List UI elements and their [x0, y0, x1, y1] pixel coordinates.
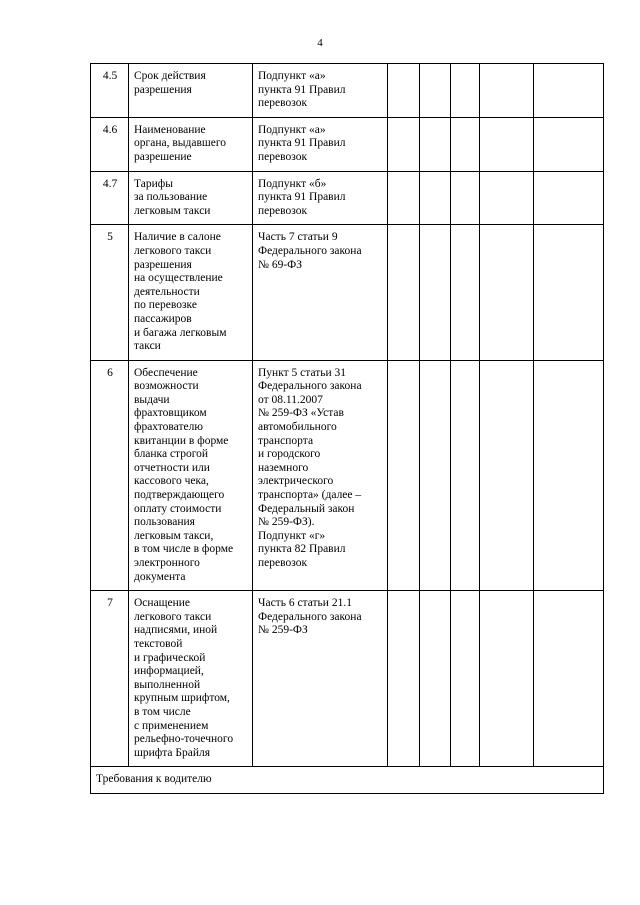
requirement-cell-line: текстовой: [134, 637, 183, 650]
requirement-cell-line: выдачи: [134, 393, 170, 406]
requirement-cell-line: за пользование: [134, 191, 208, 204]
legal-basis-cell-line: пункта 82 Правил: [258, 543, 346, 556]
table-row: [91, 225, 604, 360]
empty-cell: [480, 117, 534, 171]
legal-basis-cell-line: автомобильного: [258, 421, 337, 434]
empty-cell: [480, 64, 534, 118]
row-number: 7: [91, 591, 129, 767]
requirement-cell-line: легкового такси: [134, 244, 212, 257]
row-number: 4.5: [91, 64, 129, 118]
requirement-cell-line: легкового такси: [134, 610, 212, 623]
requirement-cell-line: бланка строгой: [134, 448, 209, 461]
requirement-cell-line: пользования: [134, 516, 195, 529]
legal-basis-cell-line: Подпункт «а»: [258, 123, 326, 136]
empty-cell: [534, 171, 604, 225]
requirement-cell-line: крупным шрифтом,: [134, 692, 230, 705]
requirement-cell-line: такси: [134, 340, 161, 353]
requirement-cell-line: оплату стоимости: [134, 502, 222, 515]
requirement-cell-line: выполненной: [134, 678, 201, 691]
requirement-cell-line: с применением: [134, 719, 209, 732]
requirement-cell-line: органа, выдавшего: [134, 137, 227, 150]
empty-cell: [388, 360, 420, 591]
legal-basis-cell-line: Федерального закона: [258, 380, 362, 393]
legal-basis-cell-line: от 08.11.2007: [258, 393, 323, 406]
row-number: 6: [91, 360, 129, 591]
requirement-cell-line: электронного: [134, 557, 200, 569]
legal-basis-cell: [253, 360, 388, 591]
requirement-cell-line: легковым такси,: [134, 529, 214, 542]
empty-cell: [480, 225, 534, 360]
legal-basis-cell-line: Федерального закона: [258, 244, 362, 257]
empty-cell: [388, 117, 420, 171]
table-row: [91, 591, 604, 767]
legal-basis-cell-line: Пункт 5 статьи 31: [258, 366, 347, 379]
requirement-cell-line: легковым такси: [134, 204, 211, 217]
legal-basis-cell-line: перевозок: [258, 204, 308, 217]
requirement-cell-line: и графической: [134, 651, 206, 664]
empty-cell: [534, 225, 604, 360]
empty-cell: [388, 225, 420, 360]
requirement-cell-line: разрешения: [134, 258, 192, 271]
empty-cell: [451, 360, 480, 591]
legal-basis-cell-line: пункта 91 Правил: [258, 191, 346, 204]
table-row: [91, 171, 604, 225]
empty-cell: [451, 591, 480, 767]
legal-basis-cell-line: и городского: [258, 448, 321, 461]
requirement-cell-line: в том числе в форме: [134, 543, 234, 556]
empty-cell: [534, 117, 604, 171]
legal-basis-cell-line: перевозок: [258, 557, 308, 569]
row-number: 4.6: [91, 117, 129, 171]
empty-cell: [420, 171, 451, 225]
empty-cell: [388, 64, 420, 118]
empty-cell: [388, 171, 420, 225]
empty-cell: [480, 171, 534, 225]
empty-cell: [534, 360, 604, 591]
requirement-cell-line: подтверждающего: [134, 489, 225, 502]
legal-basis-cell-line: № 259-ФЗ: [258, 624, 308, 637]
empty-cell: [480, 591, 534, 767]
requirement-cell: [129, 591, 253, 767]
empty-cell: [420, 64, 451, 118]
empty-cell: [420, 225, 451, 360]
requirement-cell-line: разрешения: [134, 83, 192, 96]
empty-cell: [534, 64, 604, 118]
legal-basis-cell: [253, 591, 388, 767]
requirement-cell: [129, 360, 253, 591]
empty-cell: [451, 64, 480, 118]
requirement-cell: [129, 117, 253, 171]
empty-cell: [451, 117, 480, 171]
requirement-cell-line: Наименование: [134, 123, 206, 136]
legal-basis-cell-line: пункта 91 Правил: [258, 83, 346, 96]
requirement-cell-line: разрешение: [134, 150, 192, 163]
section-header: Требования к водителю: [91, 767, 604, 794]
requirement-cell-line: Наличие в салоне: [134, 231, 221, 244]
empty-cell: [480, 360, 534, 591]
requirements-table: [90, 63, 604, 794]
legal-basis-cell-line: № 259-ФЗ).: [258, 516, 315, 529]
requirement-cell-line: отчетности или: [134, 461, 210, 474]
requirement-cell: [129, 225, 253, 360]
requirement-cell-line: Обеспечение: [134, 366, 198, 379]
empty-cell: [534, 591, 604, 767]
row-number: 5: [91, 225, 129, 360]
legal-basis-cell-line: перевозок: [258, 150, 308, 163]
requirement-cell-line: возможности: [134, 380, 199, 393]
legal-basis-cell-line: № 69-ФЗ: [258, 258, 303, 271]
legal-basis-cell-line: Подпункт «г»: [258, 529, 326, 542]
legal-basis-cell-line: электрического: [258, 475, 334, 488]
empty-cell: [388, 591, 420, 767]
empty-cell: [420, 117, 451, 171]
legal-basis-cell-line: транспорта: [258, 434, 314, 447]
requirement-cell-line: на осуществление: [134, 272, 223, 285]
section-row: [91, 767, 604, 794]
requirement-cell-line: пассажиров: [134, 312, 192, 325]
requirement-cell-line: деятельности: [134, 285, 200, 298]
legal-basis-cell-line: № 259-ФЗ «Устав: [258, 407, 344, 420]
table-body: [91, 64, 604, 794]
legal-basis-cell-line: перевозок: [258, 97, 308, 110]
empty-cell: [420, 360, 451, 591]
requirement-cell-line: фрахтовщиком: [134, 407, 207, 420]
requirement-cell-line: информацией,: [134, 665, 204, 678]
requirement-cell-line: Срок действия: [134, 70, 206, 82]
legal-basis-cell-line: Подпункт «а»: [258, 70, 326, 82]
requirement-cell-line: фрахтователю: [134, 421, 203, 434]
requirement-cell-line: по перевозке: [134, 299, 197, 312]
empty-cell: [451, 225, 480, 360]
table-row: [91, 64, 604, 118]
legal-basis-cell: [253, 117, 388, 171]
empty-cell: [420, 591, 451, 767]
legal-basis-cell-line: Федеральный закон: [258, 502, 355, 515]
requirement-cell-line: квитанции в форме: [134, 434, 229, 447]
requirement-cell-line: Оснащение: [134, 597, 191, 610]
requirement-cell-line: документа: [134, 570, 186, 583]
legal-basis-cell-line: наземного: [258, 461, 309, 474]
legal-basis-cell: [253, 171, 388, 225]
table-row: [91, 360, 604, 591]
legal-basis-cell: [253, 64, 388, 118]
page-number: 4: [317, 37, 323, 49]
legal-basis-cell-line: транспорта» (далее –: [258, 489, 362, 502]
requirement-cell-line: рельефно-точечного: [134, 733, 234, 746]
requirement-cell: [129, 64, 253, 118]
requirement-cell-line: в том числе: [134, 705, 191, 718]
empty-cell: [451, 171, 480, 225]
legal-basis-cell-line: Часть 6 статьи 21.1: [258, 597, 352, 610]
requirement-cell-line: кассового чека,: [134, 475, 209, 488]
requirement-cell-line: шрифта Брайля: [134, 746, 210, 759]
legal-basis-cell-line: пункта 91 Правил: [258, 137, 346, 150]
legal-basis-cell-line: Часть 7 статьи 9: [258, 231, 338, 244]
legal-basis-cell: [253, 225, 388, 360]
row-number: 4.7: [91, 171, 129, 225]
legal-basis-cell-line: Федерального закона: [258, 610, 362, 623]
requirement-cell-line: и багажа легковым: [134, 326, 227, 339]
requirement-cell-line: Тарифы: [134, 177, 173, 190]
table-row: [91, 117, 604, 171]
legal-basis-cell-line: Подпункт «б»: [258, 177, 327, 190]
requirement-cell: [129, 171, 253, 225]
requirement-cell-line: надписями, иной: [134, 624, 218, 637]
